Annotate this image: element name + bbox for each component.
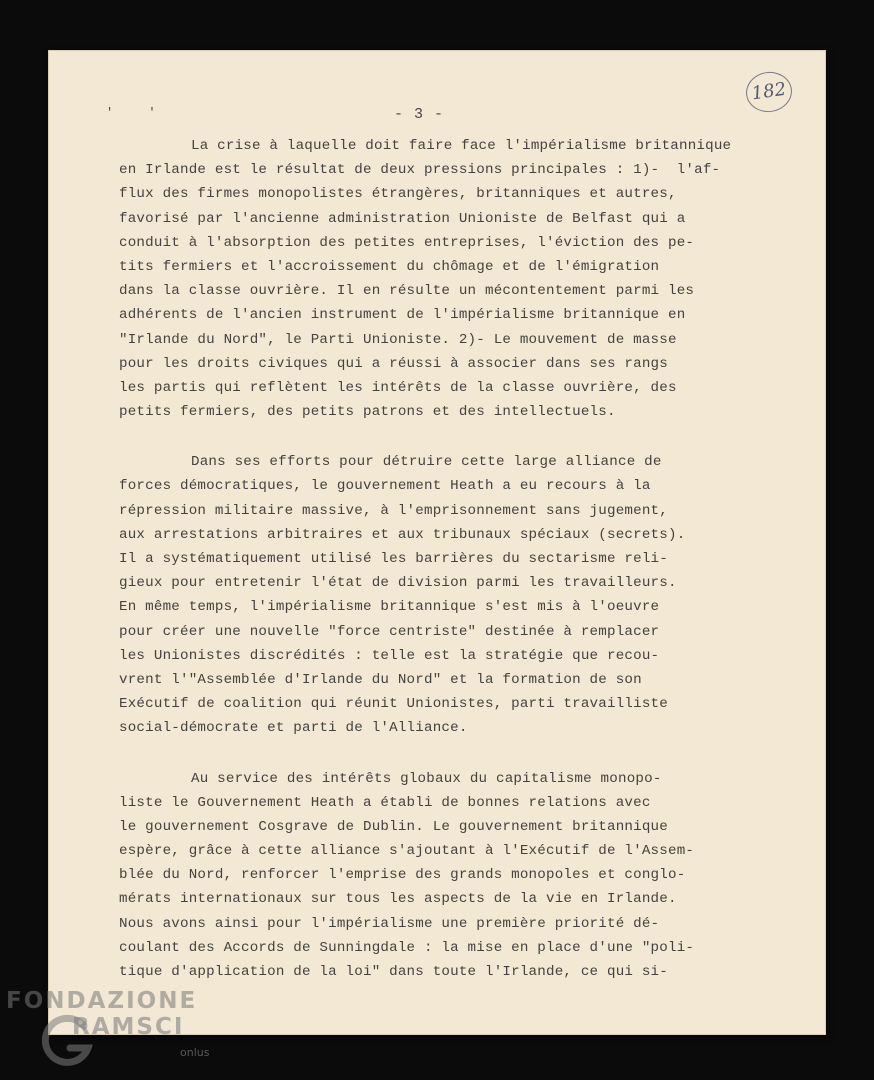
- text-line: Il a systématiquement utilisé les barrières du sectarisme reli-: [119, 551, 668, 567]
- text-line: tits fermiers et l'accroissement du chômage et de l'émigration: [119, 258, 660, 275]
- text-line: les Unionistes discrédités : telle est la stratégie que recou-: [119, 647, 660, 664]
- text-line: dans la classe ouvrière. Il en résulte un mécontentement parmi les: [119, 283, 695, 300]
- text-line: flux des firmes monopolistes étrangères, britanniques et autres,: [119, 186, 677, 203]
- text-line: adhérents de l'ancien instrument de l'impérialisme britannique en: [119, 307, 686, 324]
- text-line: tique d'application de la loi" dans toute l'Irlande, ce qui si-: [119, 964, 668, 980]
- text-line: vrent l'"Assemblée d'Irlande du Nord" et la formation de son: [119, 671, 642, 688]
- text-line: répression militaire massive, à l'emprisonnement sans jugement,: [119, 502, 668, 519]
- paragraph-3: [119, 767, 809, 985]
- watermark-line-2: RAMSCI: [72, 1014, 185, 1040]
- text-line: les partis qui reflètent les intérêts de la classe ouvrière, des: [119, 379, 677, 396]
- text-line: gieux pour entretenir l'état de division parmi les travailleurs.: [119, 575, 677, 592]
- fondazione-gramsci-watermark: [4, 984, 224, 1080]
- text-line: forces démocratiques, le gouvernement Heath a eu recours à la: [119, 478, 651, 495]
- text-line: social-démocrate et parti de l'Alliance.: [119, 720, 468, 737]
- text-line: pour créer une nouvelle "force centriste" destinée à remplacer: [119, 623, 660, 640]
- text-line: conduit à l'absorption des petites entreprises, l'éviction des pe-: [119, 234, 695, 251]
- text-line: Nous avons ainsi pour l'impérialisme une première priorité dé-: [119, 915, 660, 932]
- page-number: - 3 -: [394, 106, 445, 123]
- paragraph-1: [119, 134, 809, 424]
- text-line: mérats internationaux sur tous les aspects de la vie en Irlande.: [119, 891, 677, 908]
- document-page: [48, 50, 826, 1035]
- text-line: blée du Nord, renforcer l'emprise des grands monopoles et conglo-: [119, 867, 686, 884]
- text-line: La crise à laquelle doit faire face l'impérialisme britannique: [191, 138, 732, 154]
- text-line: favorisé par l'ancienne administration Unioniste de Belfast qui a: [119, 210, 686, 227]
- text-line: aux arrestations arbitraires et aux tribunaux spéciaux (secrets).: [119, 526, 686, 543]
- text-line: espère, grâce à cette alliance s'ajoutant à l'Exécutif de l'Assem-: [119, 843, 695, 860]
- typed-text-body: [119, 134, 809, 1010]
- text-line: liste le Gouvernement Heath a établi de bonnes relations avec: [119, 794, 651, 811]
- archive-number-stamp: 182: [743, 69, 794, 115]
- text-line: le gouvernement Cosgrave de Dublin. Le gouvernement britannique: [119, 818, 668, 835]
- text-line: "Irlande du Nord", le Parti Unioniste. 2)- Le mouvement de masse: [119, 331, 677, 348]
- watermark-line-1: FONDAZIONE: [6, 988, 198, 1014]
- text-line: en Irlande est le résultat de deux pressions principales : 1)- l'af-: [119, 162, 721, 179]
- paragraph-2: [119, 450, 809, 740]
- text-line: petits fermiers, des petits patrons et des intellectuels.: [119, 404, 616, 421]
- stray-mark: ' ': [106, 106, 170, 120]
- text-line: Dans ses efforts pour détruire cette large alliance de: [191, 454, 662, 471]
- text-line: Exécutif de coalition qui réunit Unionistes, parti travailliste: [119, 696, 668, 713]
- text-line: coulant des Accords de Sunningdale : la mise en place d'une "poli-: [119, 939, 695, 956]
- text-line: Au service des intérêts globaux du capitalisme monopo-: [191, 770, 662, 787]
- text-line: pour les droits civiques qui a réussi à associer dans ses rangs: [119, 355, 668, 372]
- watermark-suffix: onlus: [180, 1046, 210, 1059]
- text-line: En même temps, l'impérialisme britannique s'est mis à l'oeuvre: [119, 599, 660, 616]
